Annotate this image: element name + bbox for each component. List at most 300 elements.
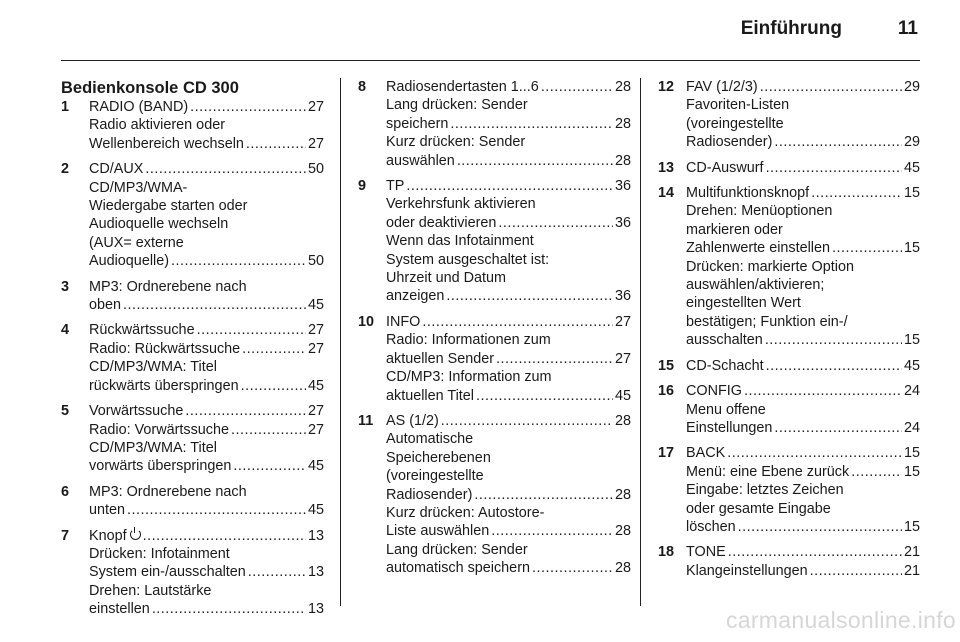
entry-text-value: Audioquelle wechseln <box>89 216 229 233</box>
dot-leader <box>760 78 902 96</box>
page-title: Einführung <box>740 18 842 39</box>
entry-text <box>686 276 824 294</box>
entry-line <box>386 177 631 195</box>
entry-number: 18 <box>658 544 675 561</box>
entry-line <box>686 258 920 276</box>
entry-text <box>89 600 150 618</box>
dot-leader <box>832 239 902 257</box>
index-entry <box>358 78 631 170</box>
page-reference[interactable]: 36 <box>614 214 631 231</box>
entry-text-value: CD/MP3/WMA- <box>89 179 188 196</box>
page-reference[interactable]: 36 <box>614 288 631 305</box>
entry-text <box>686 382 742 400</box>
page-reference[interactable]: 28 <box>614 79 631 95</box>
entry-text-value: rückwärts überspringen <box>89 377 239 394</box>
page-reference[interactable]: 45 <box>614 387 631 404</box>
entry-number: 11 <box>358 412 374 429</box>
entry-text <box>386 287 444 305</box>
dot-leader <box>190 98 306 116</box>
entry-text <box>89 402 183 420</box>
entry-line <box>89 483 324 501</box>
entry-text-value: CD/AUX <box>89 161 144 178</box>
entry-text-value: aktuellen Titel <box>386 387 474 404</box>
entry-text-value: Kurz drücken: Sender <box>386 134 526 151</box>
index-entry <box>358 313 631 405</box>
entry-line <box>386 412 631 430</box>
entry-text <box>89 545 230 563</box>
dot-leader <box>143 527 306 545</box>
entry-text-value: aktuellen Sender <box>386 350 495 367</box>
page-reference[interactable]: 21 <box>903 544 920 561</box>
entry-text-value: löschen <box>686 518 736 535</box>
page-reference[interactable]: 24 <box>903 383 920 400</box>
entry-text-value: Liste auswählen <box>386 523 490 540</box>
entry-number: 9 <box>358 178 367 195</box>
entry-text <box>89 358 217 376</box>
page-reference[interactable]: 29 <box>903 79 920 95</box>
entry-text-value: System ein-/ausschalten <box>89 564 246 581</box>
column-divider <box>640 78 641 606</box>
entry-text <box>386 387 474 405</box>
page-reference[interactable]: 27 <box>307 340 324 357</box>
entry-text <box>386 504 544 522</box>
entry-line <box>686 444 920 462</box>
page-reference[interactable]: 45 <box>307 297 324 314</box>
dot-leader <box>446 287 613 305</box>
page-reference[interactable]: 13 <box>307 527 324 544</box>
entry-text-value: Verkehrsfunk aktivieren <box>386 196 536 213</box>
entry-text-value: Wenn das Infotainment <box>386 233 534 250</box>
page-reference[interactable]: 27 <box>307 99 324 115</box>
entry-text <box>686 543 726 561</box>
entry-text <box>89 457 231 475</box>
entry-text-value: Drücken: Infotainment <box>89 545 230 562</box>
entry-text-value: speichern <box>386 115 449 132</box>
entry-text-value: Drehen: Menüoptionen <box>686 203 833 220</box>
entry-line <box>686 276 920 294</box>
entry-text <box>386 251 549 269</box>
entry-text <box>89 296 121 314</box>
entry-line <box>386 251 631 269</box>
entry-text-value: FAV (1/2/3) <box>686 79 758 95</box>
entry-number: 14 <box>658 185 675 202</box>
entry-line <box>386 78 631 96</box>
entry-text-value: Radio: Vorwärtssuche <box>89 421 229 438</box>
page-reference[interactable]: 45 <box>307 377 324 394</box>
entry-line <box>386 504 631 522</box>
entry-line <box>686 419 920 437</box>
entry-line <box>89 545 324 563</box>
page-reference[interactable]: 27 <box>307 403 324 420</box>
page-reference[interactable]: 13 <box>307 564 324 581</box>
entry-text <box>386 133 525 151</box>
page-reference[interactable]: 27 <box>307 135 324 152</box>
entry-line <box>386 214 631 232</box>
entry-text <box>686 258 854 276</box>
entry-text-value: Automatische <box>386 431 474 448</box>
index-entry <box>61 527 324 619</box>
entry-text <box>386 522 489 540</box>
entry-number: 1 <box>61 99 70 115</box>
index-entry <box>658 78 920 152</box>
dot-leader <box>738 518 902 536</box>
page-reference[interactable]: 27 <box>614 313 631 330</box>
entry-text <box>89 563 246 581</box>
dot-leader <box>766 357 902 375</box>
entry-text <box>89 234 184 252</box>
entry-line <box>89 421 324 439</box>
index-entry <box>658 382 920 437</box>
entry-text-value: CD/MP3/WMA: Titel <box>89 439 217 456</box>
entry-number: 6 <box>61 483 70 500</box>
entry-line <box>686 518 920 536</box>
entry-line <box>386 152 631 170</box>
entry-line <box>89 340 324 358</box>
entry-text <box>89 252 169 270</box>
entry-text <box>89 483 247 501</box>
entry-text-value: CD-Auswurf <box>686 159 764 176</box>
entry-text-value: Zahlenwerte einstellen <box>686 240 830 257</box>
page-reference[interactable]: 15 <box>903 332 920 349</box>
entry-text-value: oben <box>89 297 122 314</box>
entry-text-value: vorwärts überspringen <box>89 458 232 475</box>
entry-text-value: Uhrzeit und Datum <box>386 270 506 287</box>
entry-text-value: Favoriten-Listen <box>686 97 790 114</box>
entry-line <box>89 439 324 457</box>
entry-text <box>386 78 539 96</box>
entry-line <box>89 582 324 600</box>
entry-line <box>686 159 920 177</box>
entry-line <box>686 313 920 331</box>
dot-leader <box>197 321 306 339</box>
entry-text <box>89 215 228 233</box>
entry-line <box>686 96 920 114</box>
entry-text-value: Radio aktivieren oder <box>89 117 225 134</box>
entry-text <box>89 321 195 339</box>
page-reference[interactable]: 28 <box>614 560 631 577</box>
page-reference[interactable]: 24 <box>903 419 920 436</box>
entry-text-value: Kurz drücken: Autostore- <box>386 504 545 521</box>
entry-text <box>89 501 125 519</box>
entry-line <box>686 500 920 518</box>
entry-text-value: Einstellungen <box>686 419 773 436</box>
entry-text-value: markieren oder <box>686 221 783 238</box>
entry-line <box>686 357 920 375</box>
watermark: carmanualsonline.info <box>725 607 956 633</box>
entry-text-value: INFO <box>386 313 421 330</box>
page-reference[interactable]: 28 <box>614 486 631 503</box>
entry-text <box>686 331 763 349</box>
page-reference[interactable]: 27 <box>307 322 324 339</box>
entry-text-value: Speicherebenen <box>386 449 491 466</box>
entry-line <box>686 294 920 312</box>
entry-text <box>89 421 229 439</box>
entry-text-value: Radio: Informationen zum <box>386 332 551 349</box>
entry-line <box>386 449 631 467</box>
dot-leader <box>233 457 306 475</box>
column-divider <box>340 78 341 606</box>
dot-leader <box>810 562 902 580</box>
entry-text-value: oder gesamte Eingabe <box>686 500 831 517</box>
entry-number: 17 <box>658 445 675 462</box>
page-reference[interactable]: 27 <box>307 421 324 438</box>
entry-line <box>386 541 631 559</box>
entry-text <box>386 412 439 430</box>
dot-leader <box>474 486 613 504</box>
entry-text <box>686 500 831 518</box>
page-reference[interactable]: 28 <box>614 523 631 540</box>
entry-line <box>386 96 631 114</box>
entry-number: 2 <box>61 161 70 178</box>
entry-text-value: unten <box>89 502 126 519</box>
entry-text <box>386 195 536 213</box>
entry-text <box>686 463 849 481</box>
entry-number: 4 <box>61 322 70 339</box>
entry-line <box>686 543 920 561</box>
entry-text <box>686 133 772 151</box>
entry-text-value: Wellenbereich wechseln <box>89 135 244 152</box>
entry-text <box>386 232 534 250</box>
entry-text-value: ausschalten <box>686 332 763 349</box>
entry-text-value: CD-Schacht <box>686 357 764 374</box>
entry-text-value: (voreingestellte <box>686 115 784 132</box>
entry-line <box>386 467 631 485</box>
entry-text <box>386 368 552 386</box>
entry-line <box>89 215 324 233</box>
entry-line <box>386 331 631 349</box>
entry-text-value: MP3: Ordnerebene nach <box>89 278 247 295</box>
page-reference[interactable]: 28 <box>614 152 631 169</box>
index-entry <box>658 159 920 177</box>
entry-text-value: System ausgeschaltet ist: <box>386 251 550 268</box>
column-3 <box>658 78 920 587</box>
entry-line <box>686 382 920 400</box>
entry-text <box>386 559 530 577</box>
entry-text-value: Radiosender) <box>686 134 773 151</box>
entry-text <box>89 377 239 395</box>
header-divider <box>61 60 920 61</box>
entry-text <box>686 202 832 220</box>
entry-text <box>89 179 187 197</box>
entry-text <box>686 115 784 133</box>
dot-leader <box>541 78 613 96</box>
index-entry <box>61 402 324 476</box>
entry-text <box>686 294 801 312</box>
entry-text <box>89 135 244 153</box>
page-reference[interactable]: 45 <box>903 159 920 176</box>
entry-text <box>386 313 420 331</box>
page-reference[interactable]: 27 <box>614 350 631 367</box>
entry-text-value: Audioquelle) <box>89 253 170 270</box>
entry-text <box>686 159 764 177</box>
dot-leader <box>241 377 306 395</box>
entry-line <box>89 278 324 296</box>
dot-leader <box>152 600 306 618</box>
entry-line <box>89 252 324 270</box>
page-reference[interactable]: 15 <box>903 240 920 257</box>
entry-line <box>686 239 920 257</box>
dot-leader <box>422 313 613 331</box>
entry-line <box>386 559 631 577</box>
entry-text-value: oder deaktivieren <box>386 214 497 231</box>
entry-line <box>386 350 631 368</box>
entry-text-value: RADIO (BAND) <box>89 99 189 115</box>
entry-text-value: automatisch speichern <box>386 560 530 577</box>
section-title: Bedienkonsole CD 300 <box>61 79 239 97</box>
entry-line <box>89 457 324 475</box>
entry-text <box>686 481 844 499</box>
entry-line <box>386 133 631 151</box>
page-number: 11 <box>897 18 918 39</box>
entry-line <box>386 368 631 386</box>
dot-leader <box>123 296 306 314</box>
page-reference[interactable]: 15 <box>903 445 920 462</box>
entry-number: 10 <box>358 313 375 330</box>
entry-line <box>386 269 631 287</box>
entry-text <box>89 527 141 545</box>
entry-line <box>686 115 920 133</box>
entry-line <box>386 115 631 133</box>
index-entry <box>658 357 920 375</box>
entry-number: 12 <box>658 79 675 95</box>
entry-line <box>89 116 324 134</box>
entry-text-value: Klangeinstellungen <box>686 562 808 579</box>
entry-text <box>686 221 783 239</box>
entry-text <box>386 486 472 504</box>
entry-text <box>386 350 494 368</box>
entry-text-value: Menü: eine Ebene zurück <box>686 463 850 480</box>
entry-text <box>686 78 758 96</box>
entry-line <box>89 135 324 153</box>
entry-number: 15 <box>658 357 675 374</box>
entry-text-value: BACK <box>686 445 726 462</box>
entry-text-value: Drücken: markierte Option <box>686 258 854 275</box>
entry-text <box>386 214 496 232</box>
dot-leader <box>766 159 902 177</box>
page-reference[interactable]: 15 <box>903 185 920 202</box>
entry-text-value: TP <box>386 178 405 195</box>
dot-leader <box>728 543 902 561</box>
entry-text <box>89 160 143 178</box>
entry-line <box>89 234 324 252</box>
entry-text <box>89 340 240 358</box>
entry-line <box>89 501 324 519</box>
page-reference[interactable]: 15 <box>903 463 920 480</box>
entry-text-value: CONFIG <box>686 383 742 400</box>
page-reference[interactable]: 29 <box>903 134 920 151</box>
entry-text <box>89 278 247 296</box>
entry-line <box>686 463 920 481</box>
entry-text <box>89 98 188 116</box>
entry-text <box>686 96 789 114</box>
entry-line <box>686 401 920 419</box>
index-entry <box>61 278 324 315</box>
page-reference[interactable]: 28 <box>614 412 631 429</box>
entry-text-value: einstellen <box>89 601 150 618</box>
entry-line <box>686 562 920 580</box>
entry-line <box>89 321 324 339</box>
entry-line <box>89 402 324 420</box>
power-icon <box>130 529 141 540</box>
entry-text <box>686 401 766 419</box>
entry-text <box>386 449 491 467</box>
dot-leader <box>851 463 902 481</box>
entry-text-value: Lang drücken: Sender <box>386 97 528 114</box>
page-reference[interactable]: 50 <box>307 161 324 178</box>
entry-text-value: Radiosendertasten 1...6 <box>386 79 539 95</box>
dot-leader <box>406 177 613 195</box>
entry-text-value: (AUX= externe <box>89 234 184 251</box>
page-reference[interactable]: 15 <box>903 518 920 535</box>
entry-line <box>386 313 631 331</box>
dot-leader <box>765 331 902 349</box>
dot-leader <box>496 350 613 368</box>
entry-number: 16 <box>658 383 675 400</box>
entry-line <box>686 221 920 239</box>
entry-text-value: (voreingestellte <box>386 468 484 485</box>
entry-number: 7 <box>61 527 70 544</box>
entry-line <box>89 197 324 215</box>
page-reference[interactable]: 28 <box>614 115 631 132</box>
index-entry <box>358 177 631 306</box>
entry-line <box>89 296 324 314</box>
entry-line <box>686 184 920 202</box>
entry-line <box>386 232 631 250</box>
dot-leader <box>248 563 306 581</box>
page-reference[interactable]: 45 <box>903 357 920 374</box>
entry-line <box>89 527 324 545</box>
entry-text-value: Lang drücken: Sender <box>386 541 528 558</box>
entry-line <box>89 160 324 178</box>
entry-line <box>89 358 324 376</box>
dot-leader <box>774 133 902 151</box>
entry-text-value: Eingabe: letztes Zeichen <box>686 482 844 499</box>
entry-text <box>686 184 809 202</box>
dot-leader <box>774 419 902 437</box>
entry-text-value: Menu offene <box>686 401 766 418</box>
entry-line <box>686 202 920 220</box>
page-reference[interactable]: 36 <box>614 178 631 195</box>
entry-line <box>89 98 324 116</box>
index-entry <box>358 412 631 578</box>
entry-text <box>386 430 473 448</box>
entry-text-value: Vorwärtssuche <box>89 403 184 420</box>
dot-leader <box>491 522 613 540</box>
page-reference[interactable]: 50 <box>307 253 324 270</box>
entry-text <box>386 467 484 485</box>
index-entry <box>61 98 324 153</box>
index-entry <box>658 543 920 580</box>
dot-leader <box>532 559 613 577</box>
entry-text <box>386 269 506 287</box>
entry-text <box>686 239 830 257</box>
dot-leader <box>476 387 613 405</box>
entry-line <box>386 430 631 448</box>
entry-text <box>686 518 736 536</box>
entry-text <box>686 562 808 580</box>
column-2 <box>358 78 631 585</box>
page-reference[interactable]: 45 <box>307 458 324 475</box>
page-reference[interactable]: 45 <box>307 502 324 519</box>
entry-line <box>686 78 920 96</box>
page-reference[interactable]: 21 <box>903 562 920 579</box>
entry-text-value: MP3: Ordnerebene nach <box>89 483 247 500</box>
page-reference[interactable]: 13 <box>307 601 324 618</box>
entry-line <box>386 287 631 305</box>
dot-leader <box>450 115 613 133</box>
entry-line <box>89 600 324 618</box>
entry-text-value: Wiedergabe starten oder <box>89 198 248 215</box>
